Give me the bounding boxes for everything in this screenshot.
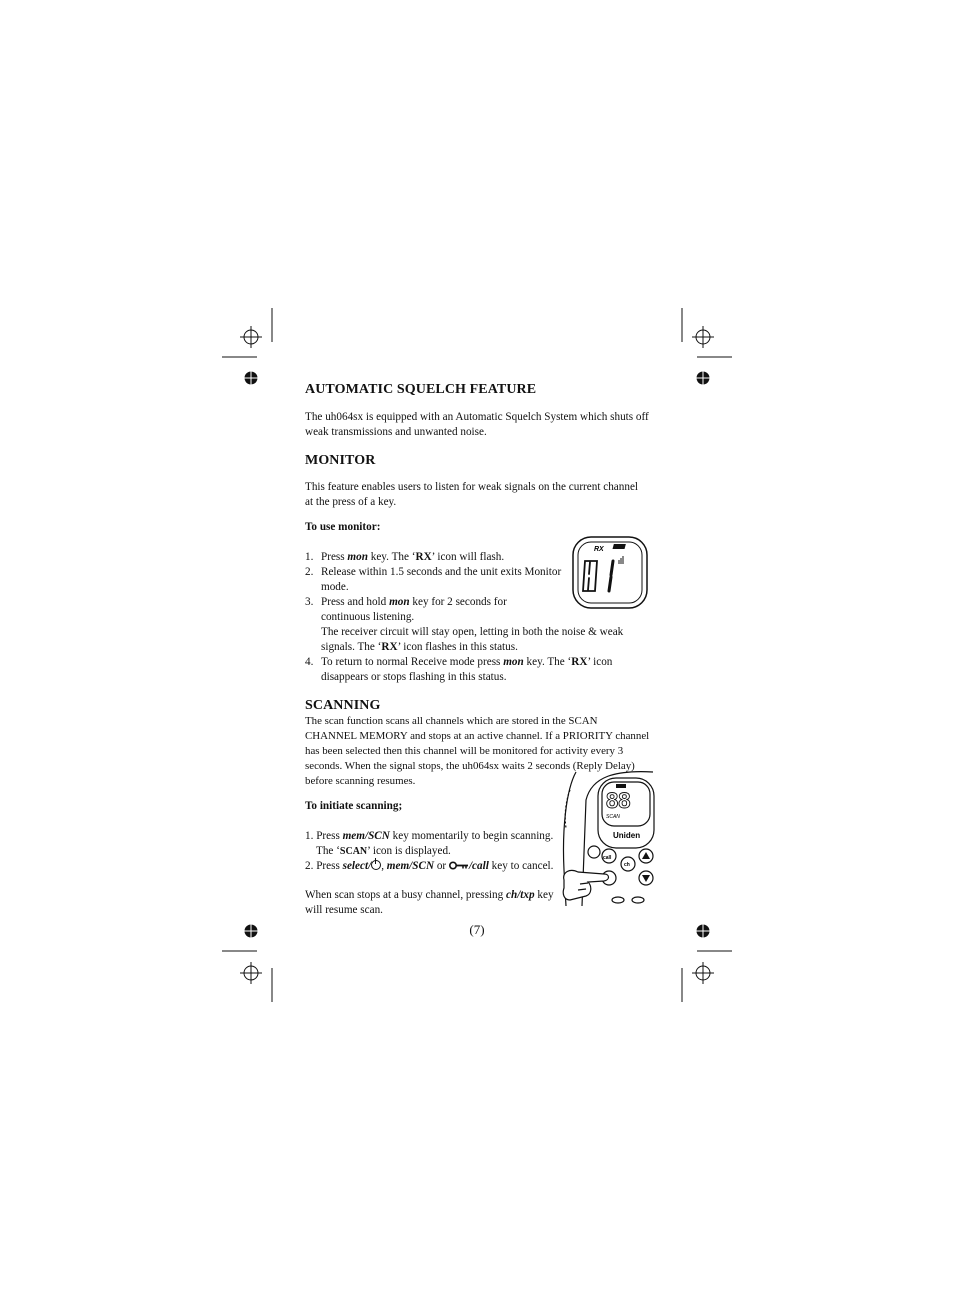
- bottom-key-left: [612, 897, 624, 903]
- down-arrow-icon: [642, 875, 650, 882]
- hand-icon: [563, 870, 608, 900]
- lcd-rx-label: RX: [594, 546, 604, 553]
- page-number: (7): [469, 922, 485, 937]
- scanning-heading: SCANNING: [305, 698, 381, 713]
- lcd-battery-icon: [613, 544, 626, 549]
- radio-illustration: [556, 770, 656, 910]
- lcd-display-illustration: [572, 536, 650, 612]
- squelch-body: The uh064sx is equipped with an Automatic Squelch System which shuts off weak transmissions and unwanted noise.: [305, 411, 649, 438]
- scanning-subheading: To initiate scanning;: [305, 800, 403, 812]
- up-arrow-icon: [642, 852, 650, 859]
- list-item: 1. Press mem/SCN key momentarily to begin scanning.: [305, 830, 554, 842]
- list-item: 1. Press mon key. The ‘RX’ icon will flash.: [305, 551, 505, 563]
- monitor-subheading: To use monitor:: [305, 521, 381, 533]
- radio-display-digits: 88: [606, 788, 631, 813]
- mon-button: [588, 846, 600, 858]
- radio-brand-logo: Uniden: [613, 831, 641, 840]
- bottom-key-right: [632, 897, 644, 903]
- list-item: The ‘SCAN’ icon is displayed.: [316, 845, 451, 857]
- key-lock-icon: [449, 861, 469, 870]
- power-icon: [371, 860, 381, 870]
- list-item: 3. Press and hold mon key for 2 seconds for continuous listening. The receiver circuit will stay open, letting in both the noise & weak signals. The ‘RX’ icon flashes in this status.: [305, 596, 624, 653]
- squelch-heading: AUTOMATIC SQUELCH FEATURE: [305, 382, 537, 397]
- scanning-body: The scan function scans all channels which are stored in the SCAN CHANNEL MEMORY and stops at an active channel. If a PRIORITY channel has been selected then this channel will be monitored for activity every 3 seconds. When the signal stops, the uh064sx waits 2 seconds (Reply Delay) before scanning resumes.: [305, 715, 650, 787]
- monitor-heading: MONITOR: [305, 453, 376, 468]
- call-button-label: call: [603, 855, 612, 861]
- list-item: 4. To return to normal Receive mode press mon key. The ‘RX’ icon disappears or stops flashing in this status.: [305, 656, 613, 683]
- ch-button-label: ch: [624, 862, 630, 868]
- list-item: 2. Press select/ , mem/SCN or /call key to cancel.: [305, 860, 554, 872]
- scanning-closing: When scan stops at a busy channel, pressing ch/txp key will resume scan.: [305, 889, 554, 916]
- scanning-steps: [305, 829, 575, 874]
- radio-scan-label: SCAN: [606, 814, 620, 820]
- list-item: 2. Release within 1.5 seconds and the unit exits Monitor mode.: [305, 566, 562, 593]
- arrow-icons: [642, 852, 650, 882]
- monitor-body: This feature enables users to listen for weak signals on the current channel at the press of a key.: [305, 481, 639, 508]
- svg-text:01: 01: [572, 536, 573, 537]
